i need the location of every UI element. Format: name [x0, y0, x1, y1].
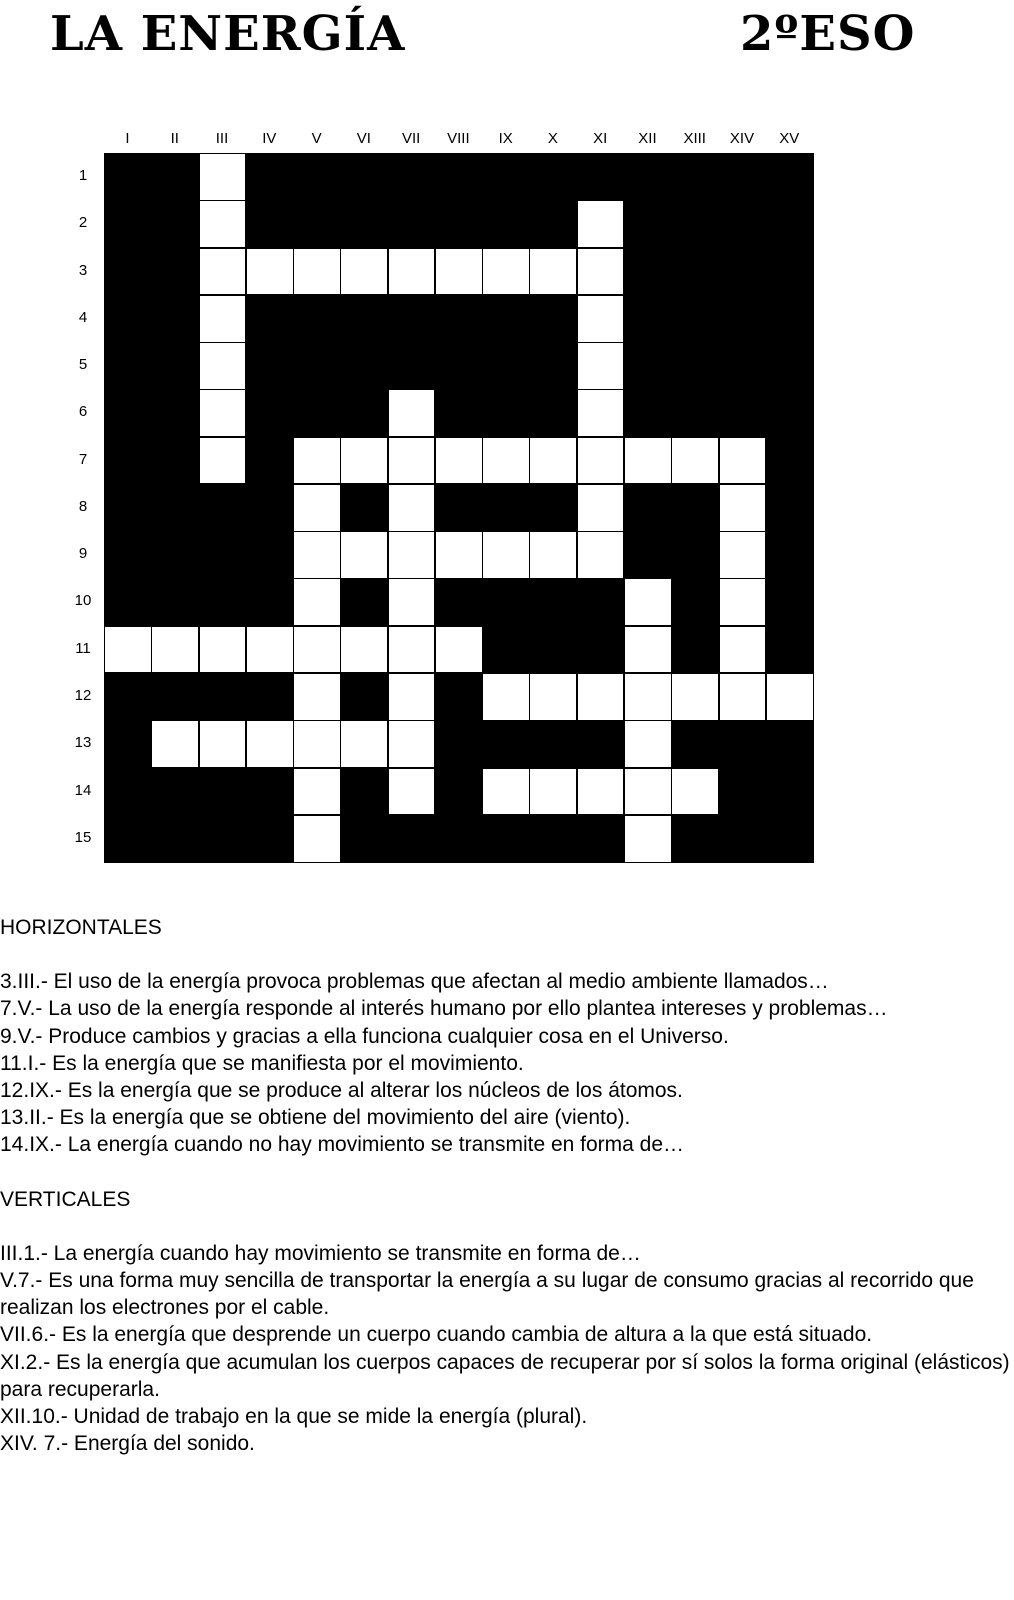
blocked-cell: [246, 531, 294, 579]
clues-section: [0, 914, 1014, 1457]
blocked-cell: [104, 484, 152, 532]
answer-cell[interactable]: [388, 673, 436, 721]
answer-cell[interactable]: [624, 437, 672, 485]
blocked-cell: [624, 248, 672, 296]
worksheet-title: LA ENERGÍA: [50, 6, 406, 62]
blocked-cell: [340, 295, 388, 343]
column-label: XIII: [683, 130, 706, 147]
blocked-cell: [104, 437, 152, 485]
clue-item: V.7.- Es una forma muy sencilla de transportar la energía a su lugar de consumo gracias al recorrido que realizan los electrones por el cable.: [0, 1269, 974, 1320]
blocked-cell: [766, 389, 814, 437]
answer-cell[interactable]: [482, 768, 530, 816]
blocked-cell: [766, 200, 814, 248]
clue-item: 7.V.- La uso de la energía responde al interés humano por ello plantea intereses y problemas…: [0, 997, 888, 1021]
blocked-cell: [624, 295, 672, 343]
blocked-cell: [199, 484, 247, 532]
answer-cell[interactable]: [246, 626, 294, 674]
blocked-cell: [435, 578, 483, 626]
blocked-cell: [529, 578, 577, 626]
blocked-cell: [151, 389, 199, 437]
row-label: 15: [74, 828, 92, 846]
blocked-cell: [104, 815, 152, 863]
blocked-cell: [104, 342, 152, 390]
clue-item: 11.I.- Es la energía que se manifiesta por el movimiento.: [0, 1051, 524, 1075]
blocked-cell: [293, 389, 341, 437]
crossword-grid: [104, 153, 813, 862]
column-label: I: [125, 130, 130, 147]
answer-cell[interactable]: [199, 389, 247, 437]
blocked-cell: [482, 342, 530, 390]
blocked-cell: [388, 200, 436, 248]
blocked-cell: [435, 768, 483, 816]
answer-cell[interactable]: [199, 295, 247, 343]
blocked-cell: [719, 342, 767, 390]
column-label: VIII: [447, 130, 470, 147]
blocked-cell: [104, 768, 152, 816]
blocked-cell: [199, 815, 247, 863]
blocked-cell: [719, 768, 767, 816]
blocked-cell: [435, 484, 483, 532]
blocked-cell: [388, 342, 436, 390]
blocked-cell: [577, 626, 625, 674]
clue-item: 13.II.- Es la energía que se obtiene del movimiento del aire (viento).: [0, 1106, 631, 1130]
row-label: 3: [78, 261, 88, 279]
answer-cell[interactable]: [199, 342, 247, 390]
answer-cell[interactable]: [482, 673, 530, 721]
clue-item: III.1.- La energía cuando hay movimiento se transmite en forma de…: [0, 1241, 641, 1265]
blocked-cell: [766, 153, 814, 201]
answer-cell[interactable]: [435, 437, 483, 485]
blocked-cell: [340, 484, 388, 532]
blocked-cell: [435, 153, 483, 201]
blocked-cell: [766, 626, 814, 674]
answer-cell[interactable]: [671, 768, 719, 816]
blocked-cell: [624, 531, 672, 579]
blocked-cell: [246, 389, 294, 437]
answer-cell[interactable]: [293, 626, 341, 674]
answer-cell[interactable]: [388, 248, 436, 296]
answer-cell[interactable]: [340, 626, 388, 674]
blocked-cell: [199, 673, 247, 721]
blocked-cell: [766, 437, 814, 485]
row-label: 6: [78, 403, 88, 421]
answer-cell[interactable]: [577, 768, 625, 816]
blocked-cell: [340, 815, 388, 863]
row-label: 11: [75, 639, 91, 657]
blocked-cell: [671, 342, 719, 390]
answer-cell[interactable]: [529, 768, 577, 816]
blocked-cell: [151, 768, 199, 816]
blocked-cell: [671, 248, 719, 296]
course-label: 2ºESO: [740, 6, 916, 62]
answer-cell[interactable]: [624, 673, 672, 721]
blocked-cell: [340, 153, 388, 201]
horizontal-clues: [0, 968, 1014, 1158]
blocked-cell: [293, 200, 341, 248]
answer-cell[interactable]: [104, 626, 152, 674]
answer-cell[interactable]: [388, 389, 436, 437]
blocked-cell: [340, 342, 388, 390]
answer-cell[interactable]: [671, 437, 719, 485]
blocked-cell: [482, 720, 530, 768]
answer-cell[interactable]: [293, 248, 341, 296]
blocked-cell: [199, 531, 247, 579]
blocked-cell: [151, 437, 199, 485]
answer-cell[interactable]: [435, 531, 483, 579]
blocked-cell: [340, 389, 388, 437]
clue-item: XIV. 7.- Energía del sonido.: [0, 1432, 255, 1456]
column-label: XII: [638, 130, 657, 147]
vertical-clues: [0, 1240, 1014, 1458]
blocked-cell: [104, 673, 152, 721]
answer-cell[interactable]: [293, 484, 341, 532]
vertical-heading: VERTICALES: [0, 1187, 131, 1211]
row-label: 13: [74, 734, 92, 752]
blocked-cell: [435, 295, 483, 343]
blocked-cell: [766, 342, 814, 390]
blocked-cell: [246, 484, 294, 532]
blocked-cell: [151, 248, 199, 296]
answer-cell[interactable]: [529, 248, 577, 296]
answer-cell[interactable]: [719, 531, 767, 579]
blocked-cell: [246, 200, 294, 248]
blocked-cell: [482, 200, 530, 248]
blocked-cell: [151, 484, 199, 532]
column-label: VI: [356, 130, 371, 147]
blocked-cell: [577, 720, 625, 768]
blocked-cell: [766, 578, 814, 626]
blocked-cell: [671, 484, 719, 532]
blocked-cell: [624, 342, 672, 390]
blocked-cell: [151, 531, 199, 579]
answer-cell[interactable]: [577, 531, 625, 579]
blocked-cell: [199, 768, 247, 816]
answer-cell[interactable]: [482, 437, 530, 485]
blocked-cell: [529, 626, 577, 674]
blocked-cell: [529, 200, 577, 248]
blocked-cell: [246, 815, 294, 863]
clue-item: 9.V.- Produce cambios y gracias a ella funciona cualquier cosa en el Universo.: [0, 1024, 729, 1048]
answer-cell[interactable]: [340, 531, 388, 579]
answer-cell[interactable]: [435, 626, 483, 674]
row-label: 1: [78, 167, 88, 184]
blocked-cell: [671, 389, 719, 437]
blocked-cell: [529, 342, 577, 390]
blocked-cell: [435, 342, 483, 390]
answer-cell[interactable]: [529, 437, 577, 485]
blocked-cell: [482, 389, 530, 437]
blocked-cell: [577, 578, 625, 626]
blocked-cell: [435, 673, 483, 721]
answer-cell[interactable]: [388, 720, 436, 768]
column-label: II: [170, 130, 179, 147]
answer-cell[interactable]: [529, 531, 577, 579]
clue-item: 14.IX.- La energía cuando no hay movimiento se transmite en forma de…: [0, 1133, 685, 1157]
answer-cell[interactable]: [340, 720, 388, 768]
blocked-cell: [719, 720, 767, 768]
blocked-cell: [529, 815, 577, 863]
row-label: 4: [78, 308, 88, 326]
answer-cell[interactable]: [293, 437, 341, 485]
answer-cell[interactable]: [293, 720, 341, 768]
blocked-cell: [482, 295, 530, 343]
horizontal-heading: HORIZONTALES: [0, 916, 162, 939]
blocked-cell: [482, 815, 530, 863]
answer-cell[interactable]: [482, 531, 530, 579]
blocked-cell: [529, 153, 577, 201]
blocked-cell: [104, 578, 152, 626]
blocked-cell: [577, 153, 625, 201]
blocked-cell: [104, 153, 152, 201]
answer-cell[interactable]: [435, 248, 483, 296]
answer-cell[interactable]: [199, 200, 247, 248]
blocked-cell: [766, 720, 814, 768]
blocked-cell: [151, 342, 199, 390]
answer-cell[interactable]: [293, 673, 341, 721]
answer-cell[interactable]: [246, 720, 294, 768]
blocked-cell: [246, 437, 294, 485]
blocked-cell: [246, 578, 294, 626]
answer-cell[interactable]: [577, 342, 625, 390]
blocked-cell: [766, 815, 814, 863]
answer-cell[interactable]: [388, 437, 436, 485]
row-label: 8: [78, 497, 88, 515]
answer-cell[interactable]: [151, 626, 199, 674]
answer-cell[interactable]: [624, 720, 672, 768]
answer-cell[interactable]: [624, 815, 672, 863]
blocked-cell: [719, 295, 767, 343]
blocked-cell: [293, 342, 341, 390]
answer-cell[interactable]: [719, 626, 767, 674]
blocked-cell: [671, 295, 719, 343]
column-label: VII: [401, 130, 421, 147]
blocked-cell: [482, 484, 530, 532]
answer-cell[interactable]: [624, 768, 672, 816]
column-label: IX: [498, 130, 513, 147]
blocked-cell: [151, 200, 199, 248]
blocked-cell: [766, 295, 814, 343]
answer-cell[interactable]: [293, 768, 341, 816]
blocked-cell: [104, 531, 152, 579]
blocked-cell: [151, 153, 199, 201]
blocked-cell: [293, 295, 341, 343]
answer-cell[interactable]: [577, 484, 625, 532]
blocked-cell: [388, 153, 436, 201]
answer-cell[interactable]: [482, 248, 530, 296]
answer-cell[interactable]: [624, 578, 672, 626]
blocked-cell: [719, 153, 767, 201]
clue-item: 3.III.- El uso de la energía provoca problemas que afectan al medio ambiente llamados…: [0, 970, 829, 994]
answer-cell[interactable]: [293, 531, 341, 579]
blocked-cell: [624, 153, 672, 201]
answer-cell[interactable]: [529, 673, 577, 721]
clue-item: VII.6.- Es la energía que desprende un cuerpo cuando cambia de altura a la que está situado.: [0, 1323, 873, 1347]
answer-cell[interactable]: [340, 437, 388, 485]
blocked-cell: [719, 389, 767, 437]
blocked-cell: [529, 389, 577, 437]
blocked-cell: [104, 389, 152, 437]
blocked-cell: [388, 815, 436, 863]
blocked-cell: [671, 531, 719, 579]
answer-cell[interactable]: [388, 768, 436, 816]
blocked-cell: [435, 200, 483, 248]
answer-cell[interactable]: [199, 153, 247, 201]
blocked-cell: [246, 673, 294, 721]
column-label: XIV: [729, 130, 755, 147]
answer-cell[interactable]: [199, 248, 247, 296]
blocked-cell: [766, 768, 814, 816]
column-label: IV: [262, 130, 277, 147]
row-label: 12: [74, 686, 92, 704]
answer-cell[interactable]: [577, 437, 625, 485]
answer-cell[interactable]: [199, 437, 247, 485]
blocked-cell: [435, 720, 483, 768]
blocked-cell: [340, 673, 388, 721]
answer-cell[interactable]: [388, 578, 436, 626]
clue-item: XI.2.- Es la energía que acumulan los cuerpos capaces de recuperar por sí solos la forma original (elásticos) para recuperarla.: [0, 1350, 1010, 1401]
blocked-cell: [246, 295, 294, 343]
blocked-cell: [151, 578, 199, 626]
column-label: V: [311, 130, 322, 147]
answer-cell[interactable]: [340, 248, 388, 296]
answer-cell[interactable]: [577, 389, 625, 437]
blocked-cell: [671, 720, 719, 768]
answer-cell[interactable]: [719, 484, 767, 532]
blocked-cell: [624, 200, 672, 248]
blocked-cell: [104, 200, 152, 248]
blocked-cell: [529, 295, 577, 343]
answer-cell[interactable]: [624, 626, 672, 674]
blocked-cell: [719, 200, 767, 248]
clue-item: XII.10.- Unidad de trabajo en la que se mide la energía (plural).: [0, 1405, 588, 1429]
column-label: XV: [779, 130, 800, 147]
blocked-cell: [199, 578, 247, 626]
blocked-cell: [435, 815, 483, 863]
answer-cell[interactable]: [577, 200, 625, 248]
answer-cell[interactable]: [388, 531, 436, 579]
row-label: 14: [74, 781, 92, 799]
answer-cell[interactable]: [577, 248, 625, 296]
blocked-cell: [340, 200, 388, 248]
blocked-cell: [388, 295, 436, 343]
answer-cell[interactable]: [577, 673, 625, 721]
blocked-cell: [624, 484, 672, 532]
blocked-cell: [719, 248, 767, 296]
blocked-cell: [246, 342, 294, 390]
blocked-cell: [671, 153, 719, 201]
answer-cell[interactable]: [719, 578, 767, 626]
answer-cell[interactable]: [719, 673, 767, 721]
answer-cell[interactable]: [293, 815, 341, 863]
blocked-cell: [293, 153, 341, 201]
clue-item: 12.IX.- Es la energía que se produce al alterar los núcleos de los átomos.: [0, 1079, 683, 1103]
blocked-cell: [577, 815, 625, 863]
answer-cell[interactable]: [151, 720, 199, 768]
blocked-cell: [482, 578, 530, 626]
blocked-cell: [246, 153, 294, 201]
row-label: 9: [78, 545, 88, 563]
blocked-cell: [151, 295, 199, 343]
blocked-cell: [766, 484, 814, 532]
blocked-cell: [246, 768, 294, 816]
row-label: 10: [74, 592, 92, 610]
answer-cell[interactable]: [577, 295, 625, 343]
blocked-cell: [104, 295, 152, 343]
answer-cell[interactable]: [388, 484, 436, 532]
column-label: III: [215, 130, 229, 147]
blocked-cell: [529, 720, 577, 768]
blocked-cell: [151, 815, 199, 863]
blocked-cell: [340, 768, 388, 816]
answer-cell[interactable]: [766, 673, 814, 721]
blocked-cell: [671, 578, 719, 626]
blocked-cell: [719, 815, 767, 863]
blocked-cell: [104, 720, 152, 768]
row-label: 7: [78, 450, 88, 468]
answer-cell[interactable]: [199, 626, 247, 674]
answer-cell[interactable]: [199, 720, 247, 768]
blocked-cell: [435, 389, 483, 437]
blocked-cell: [482, 153, 530, 201]
answer-cell[interactable]: [293, 578, 341, 626]
blocked-cell: [340, 578, 388, 626]
row-label: 2: [78, 214, 88, 232]
answer-cell[interactable]: [246, 248, 294, 296]
column-label: X: [547, 130, 558, 147]
blocked-cell: [766, 248, 814, 296]
row-label: 5: [78, 356, 88, 374]
blocked-cell: [104, 248, 152, 296]
answer-cell[interactable]: [388, 626, 436, 674]
blocked-cell: [671, 200, 719, 248]
column-label: XI: [593, 130, 608, 147]
blocked-cell: [529, 484, 577, 532]
blocked-cell: [766, 531, 814, 579]
blocked-cell: [624, 389, 672, 437]
blocked-cell: [671, 626, 719, 674]
answer-cell[interactable]: [671, 673, 719, 721]
blocked-cell: [151, 673, 199, 721]
answer-cell[interactable]: [719, 437, 767, 485]
blocked-cell: [482, 626, 530, 674]
blocked-cell: [671, 815, 719, 863]
